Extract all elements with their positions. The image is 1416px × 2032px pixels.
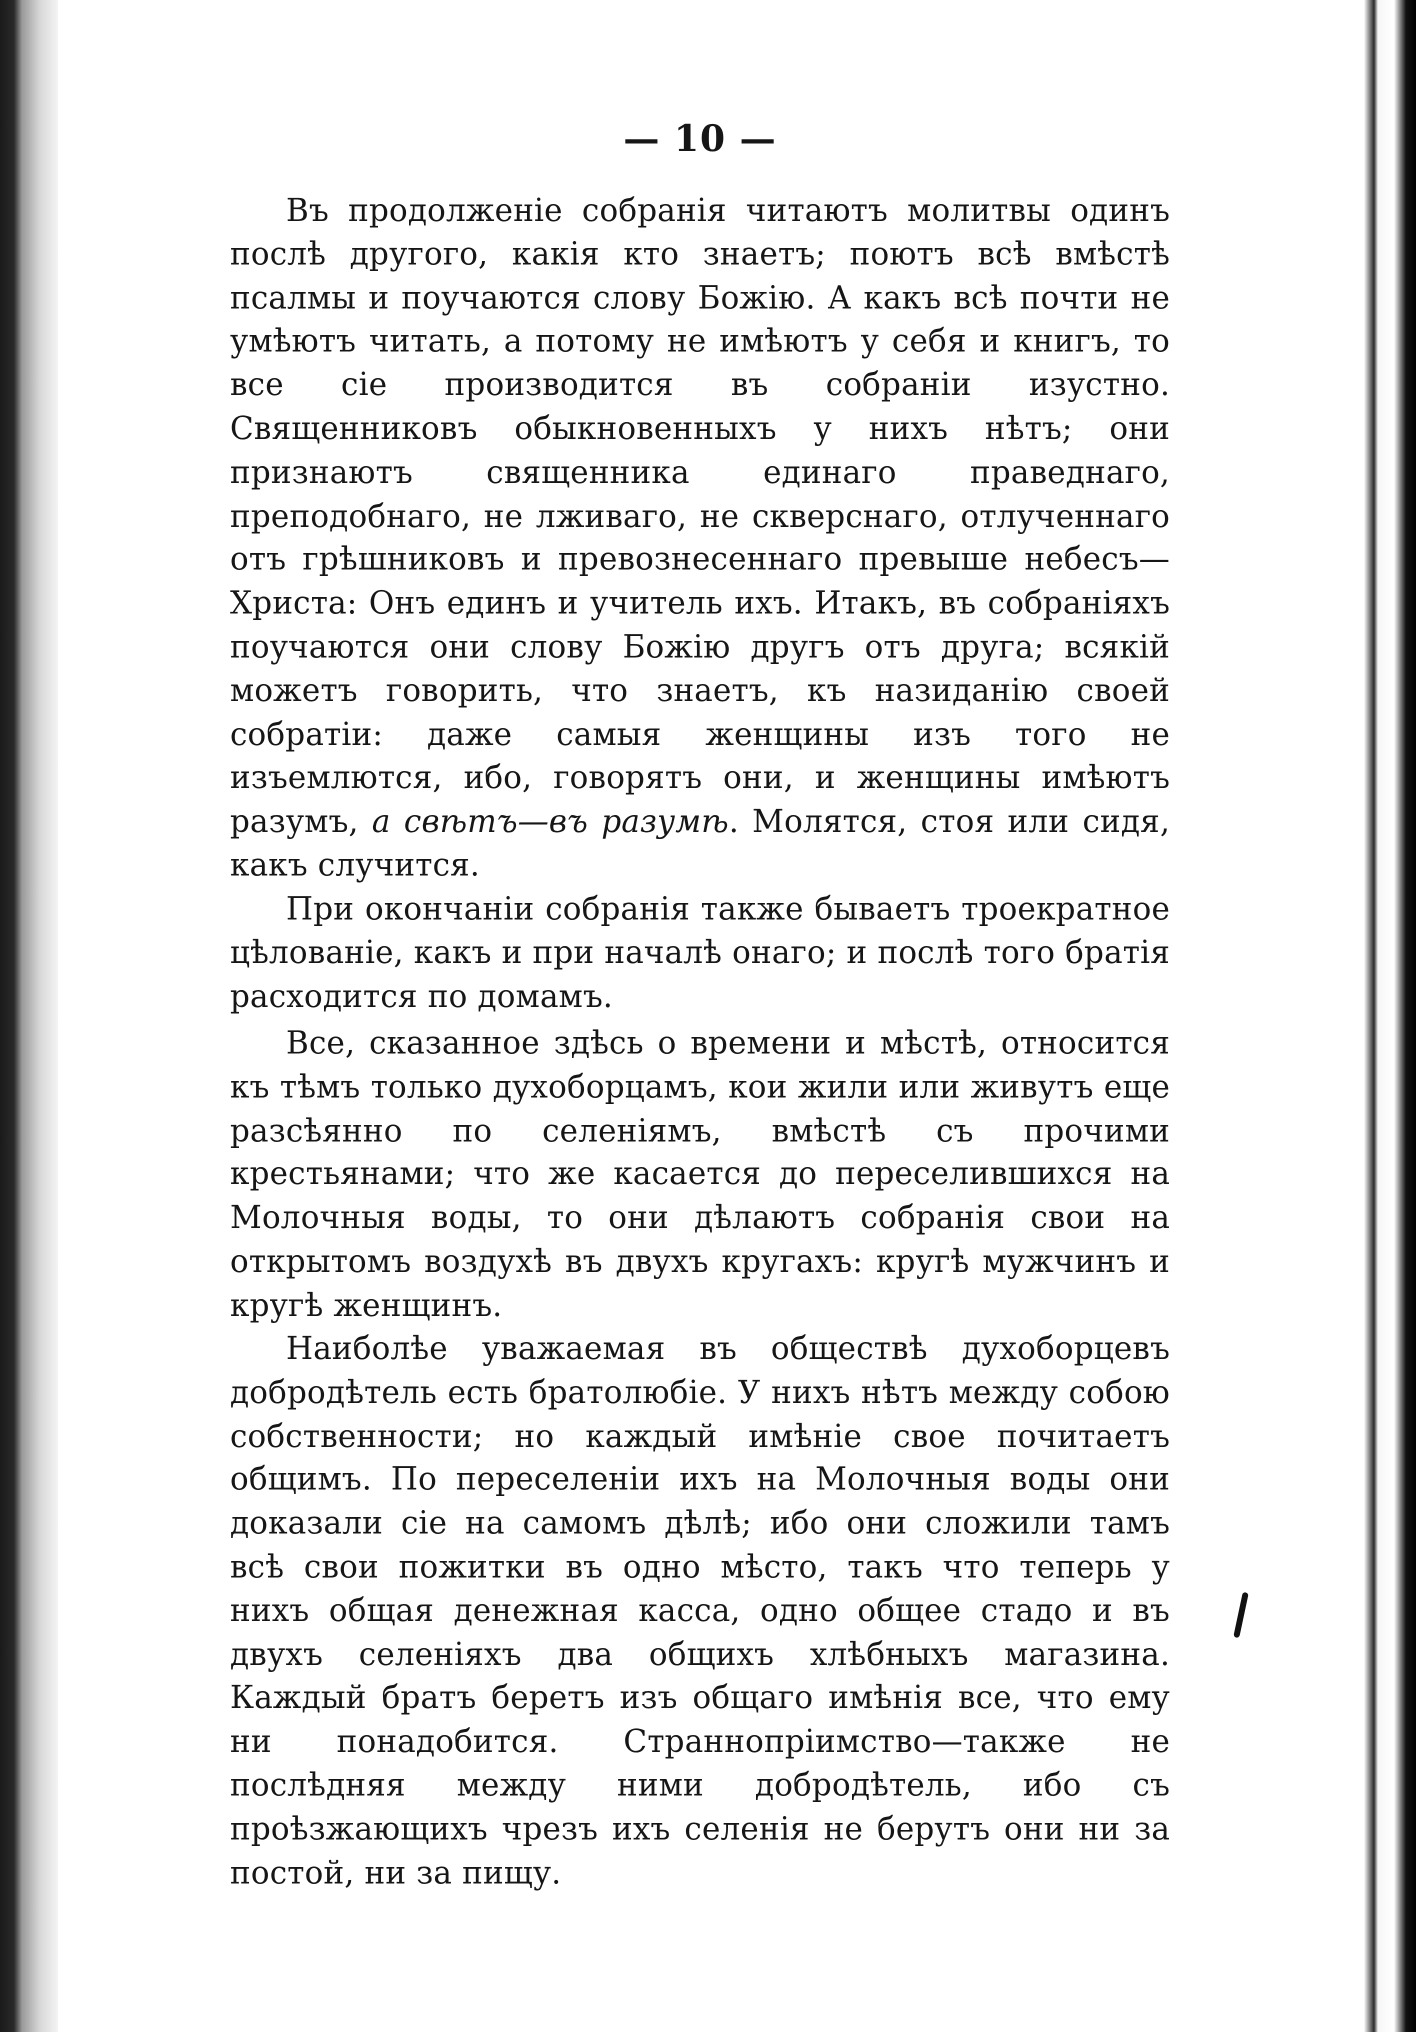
page-number: — 10 — <box>623 118 777 160</box>
paragraph-1-text: Въ продолженіе собранія читаютъ молитвы одинъ послѣ другого, какія кто знаетъ; поютъ всѣ вмѣстѣ псалмы и поучаются слову Божію. А какъ всѣ почти не умѣютъ читать, а потому не имѣютъ у себя и книгъ, то все сіе производится въ собраніи изустно. Священниковъ обыкновенныхъ у нихъ нѣтъ; они признаютъ священника единаго праведнаго, преподобнаго, не лживаго, не скверснаго, отлученнаго отъ грѣшниковъ и превознесеннаго превыше небесъ—Христа: Онъ единъ и учитель ихъ. Итакъ, въ собраніяхъ поучаются они слову Божію другъ отъ друга; всякій можетъ говорить, что знаетъ, къ назиданію своей собратіи: даже самыя женщины изъ того не изъемлются, ибо, говорятъ они, и женщины имѣютъ разумъ, <box>230 192 1170 841</box>
paragraph-1-tail: . Молятся, стоя или сидя, какъ случится. <box>230 803 1170 884</box>
scan-left-edge <box>0 0 58 2032</box>
paragraph-1 <box>230 189 1170 887</box>
paragraph-2: При окончаніи собранія также бываетъ троекратное цѣлованіе, какъ и при началѣ онаго; и послѣ того братія расходится по домамъ. <box>230 890 1170 1015</box>
margin-pencil-mark <box>1233 1592 1248 1638</box>
book-page <box>230 118 1170 1897</box>
paragraph-4: Наиболѣе уважаемая въ обществѣ духоборцевъ добродѣтель есть братолюбіе. У нихъ нѣтъ между собою собственности; но каждый имѣніе свое почитаетъ общимъ. По переселеніи ихъ на Молочныя воды они доказали сіе на самомъ дѣлѣ; ибо они сложили тамъ всѣ свои пожитки въ одно мѣсто, такъ что теперь у нихъ общая денежная касса, одно общее стадо и въ двухъ селеніяхъ два общихъ хлѣбныхъ магазина. Каждый братъ беретъ изъ общаго имѣнія все, что ему ни понадобится. Страннопріимство—также не послѣдняя между ними добродѣтель, ибо съ проѣзжающихъ чрезъ ихъ селенія не берутъ они ни за постой, ни за пищу. <box>230 1330 1170 1891</box>
scan-right-edge <box>1364 0 1416 2032</box>
paragraph-3: Все, сказанное здѣсь о времени и мѣстѣ, относится къ тѣмъ только духоборцамъ, кои жили или живутъ еще разсѣянно по селеніямъ, вмѣстѣ съ прочими крестьянами; что же касается до переселившихся на Молочныя воды, то они дѣлаютъ собранія свои на открытомъ воздухѣ въ двухъ кругахъ: кругѣ мужчинъ и кругѣ женщинъ. <box>230 1025 1170 1324</box>
paragraph-1-italic: а свѣтъ—въ разумѣ <box>371 803 729 841</box>
